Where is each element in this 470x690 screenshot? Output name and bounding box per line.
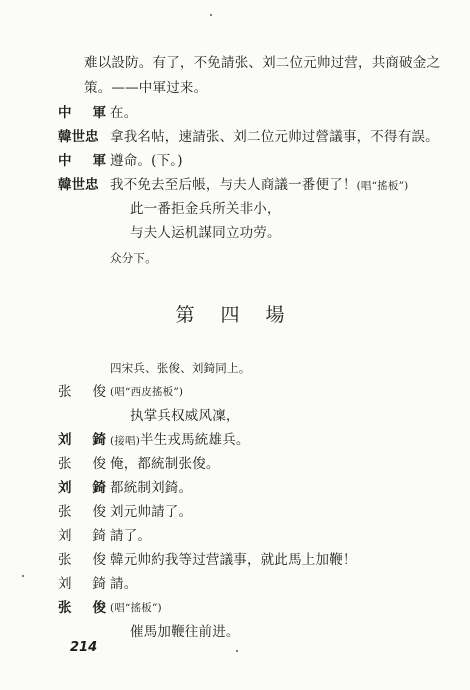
speaker-name-part: 錡 <box>92 432 106 448</box>
text-line: 策。——中軍过来。 <box>84 80 208 96</box>
dialogue-text: 遵命。(下。) <box>110 153 183 169</box>
dialogue-text: 拿我名帖，速請张、刘二位元帅过營議事，不得有誤。 <box>110 129 439 145</box>
stage-direction: (唱“西皮搖板”) <box>110 386 184 398</box>
speaker-name: 韓世忠 <box>58 177 99 193</box>
speaker-name-part: 錡 <box>92 576 106 592</box>
speaker-name-part: 軍 <box>92 105 106 121</box>
stage-direction: (唱“搖板”) <box>356 180 409 192</box>
speaker-name: 刘 <box>58 480 72 496</box>
page-number: 214 <box>70 640 98 655</box>
speaker-label <box>58 128 106 146</box>
speaker-name-part: 俊 <box>92 552 106 568</box>
dialogue-text: 俺，都統制张俊。 <box>110 456 220 472</box>
scan-speck <box>236 650 238 652</box>
speaker-name: 中 <box>58 105 72 121</box>
speaker-label <box>58 503 106 521</box>
speaker-name-part: 錡 <box>92 528 106 544</box>
speaker-label <box>58 479 106 497</box>
speaker-name-part: 俊 <box>92 504 106 520</box>
speaker-name: 韓世忠 <box>58 129 99 145</box>
dialogue-words: 我不免去至后帳，与夫人商議一番便了！ <box>110 177 357 193</box>
speaker-name-part: 俊 <box>92 600 106 616</box>
speaker-name: 张 <box>58 600 72 616</box>
speaker-name-part: 俊 <box>92 384 106 400</box>
speaker-label <box>58 527 106 545</box>
speaker-name: 张 <box>58 504 72 520</box>
speaker-name: 张 <box>58 384 72 400</box>
stage-direction: 众分下。 <box>110 251 157 265</box>
speaker-name: 刘 <box>58 528 72 544</box>
speaker-label <box>58 551 106 569</box>
dialogue-words: 半生戎馬統雄兵。 <box>140 432 250 448</box>
speaker-label <box>58 575 106 593</box>
speaker-name: 张 <box>58 456 72 472</box>
stage-direction: (接唱) <box>110 435 140 447</box>
dialogue-text: 請。 <box>110 576 138 592</box>
lyric-line: 与夫人运机謀同立功劳。 <box>130 225 281 241</box>
speaker-label <box>58 104 106 122</box>
speaker-name-part: 軍 <box>92 153 106 169</box>
dialogue-text <box>110 176 408 195</box>
speaker-name: 刘 <box>58 576 72 592</box>
dialogue-text: 韓元帅約我等过营議事，就此馬上加鞭！ <box>110 552 357 568</box>
text-line: 难以設防。有了，不免請张、刘二位元帅过营，共商破金之 <box>84 55 441 71</box>
speaker-label <box>58 455 106 473</box>
dialogue-text: 在。 <box>110 105 138 121</box>
speaker-name: 刘 <box>58 432 72 448</box>
lyric-line: 催馬加鞭往前进。 <box>130 624 240 640</box>
dialogue-text: 都統制刘錡。 <box>110 480 193 496</box>
lyric-line: 执掌兵权威风凜， <box>130 408 240 424</box>
stage-direction: (唱“搖板”) <box>110 602 162 614</box>
dialogue-text: 刘元帅請了。 <box>110 504 193 520</box>
scene-title: 第 四 場 <box>175 304 295 326</box>
speaker-label <box>58 176 106 194</box>
speaker-name-part: 俊 <box>92 456 106 472</box>
stage-direction: 四宋兵、张俊、刘錡同上。 <box>110 361 251 375</box>
speaker-label <box>58 383 106 401</box>
speaker-label <box>58 152 106 170</box>
speaker-label <box>58 599 106 617</box>
lyric-line: 此一番拒金兵所关非小， <box>130 201 281 217</box>
speaker-name: 张 <box>58 552 72 568</box>
scan-speck <box>22 575 24 577</box>
dialogue-text <box>110 431 250 450</box>
scan-speck <box>210 14 212 16</box>
speaker-name: 中 <box>58 153 72 169</box>
speaker-name-part: 錡 <box>92 480 106 496</box>
speaker-label <box>58 431 106 449</box>
dialogue-text: 請了。 <box>110 528 152 544</box>
